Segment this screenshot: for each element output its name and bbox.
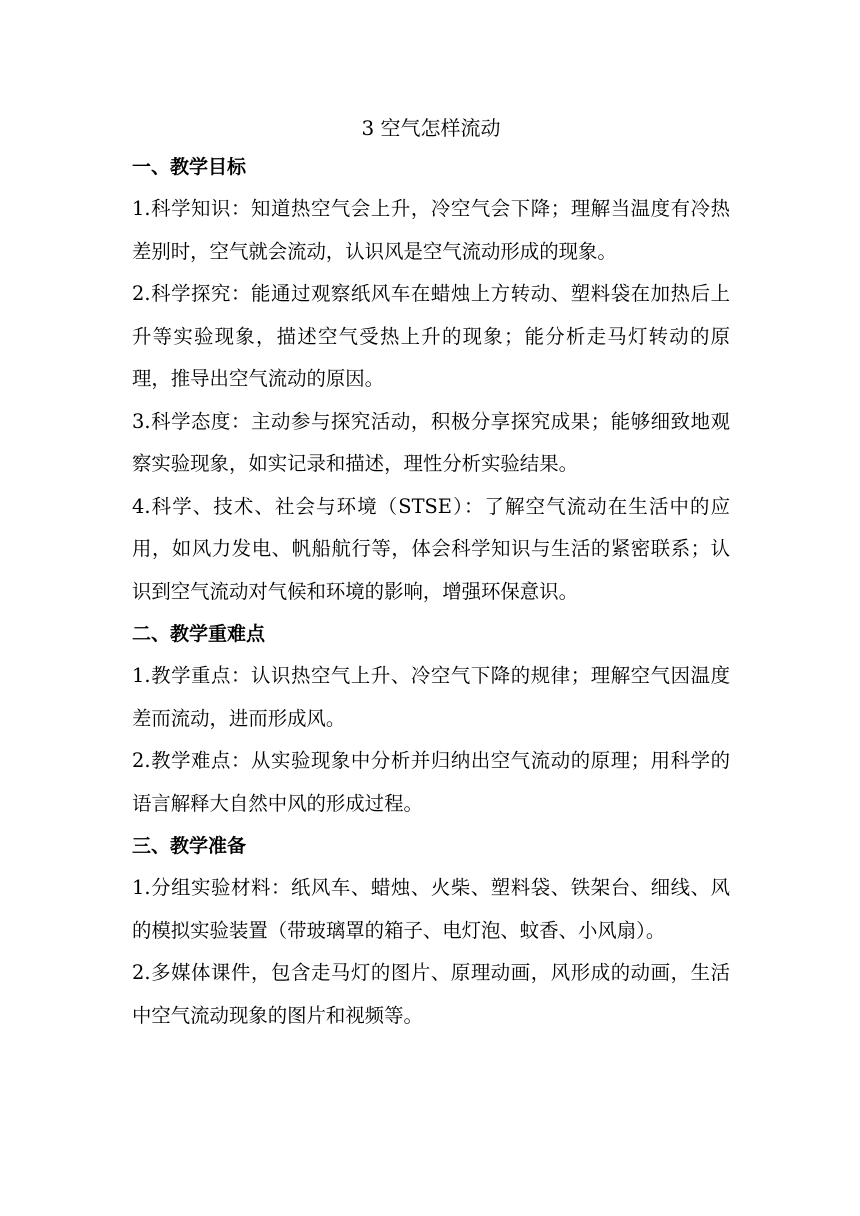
- paragraph: 3.科学态度：主动参与探究活动，积极分享探究成果；能够细致地观察实验现象，如实记录和描述，理性分析实验结果。: [132, 409, 730, 475]
- paragraph: 1.科学知识：知道热空气会上升，冷空气会下降；理解当温度有冷热差别时，空气就会流动，认识风是空气流动形成的现象。: [132, 197, 730, 263]
- paragraph: 4.科学、技术、社会与环境（STSE）：了解空气流动在生活中的应用，如风力发电、帆船航行等，体会科学知识与生活的紧密联系；认识到空气流动对气候和环境的影响，增强环保意识。: [132, 494, 730, 603]
- paragraph: 1.教学重点：认识热空气上升、冷空气下降的规律；理解空气因温度差而流动，进而形成风。: [132, 664, 730, 730]
- paragraph: 1.分组实验材料：纸风车、蜡烛、火柴、塑料袋、铁架台、细线、风的模拟实验装置（带玻璃罩的箱子、电灯泡、蚊香、小风扇）。: [132, 876, 730, 942]
- section-teaching-preparation: [132, 825, 730, 1037]
- paragraph: 2.多媒体课件，包含走马灯的图片、原理动画，风形成的动画，生活中空气流动现象的图片和视频等。: [132, 961, 730, 1027]
- section-heading: 一、教学目标: [132, 156, 247, 178]
- section-key-difficult-points: [132, 613, 730, 825]
- section-teaching-objectives: [132, 146, 730, 613]
- paragraph: 2.科学探究：能通过观察纸风车在蜡烛上方转动、塑料袋在加热后上升等实验现象，描述空气受热上升的现象；能分析走马灯转动的原理，推导出空气流动的原因。: [132, 282, 730, 390]
- paragraph: 2.教学难点：从实验现象中分析并归纳出空气流动的原理；用科学的语言解释大自然中风的形成过程。: [132, 749, 730, 815]
- document-title: 3 空气怎样流动: [361, 116, 501, 140]
- section-heading: 三、教学准备: [132, 835, 247, 857]
- document-body: [132, 110, 730, 1037]
- section-heading: 二、教学重难点: [132, 623, 266, 645]
